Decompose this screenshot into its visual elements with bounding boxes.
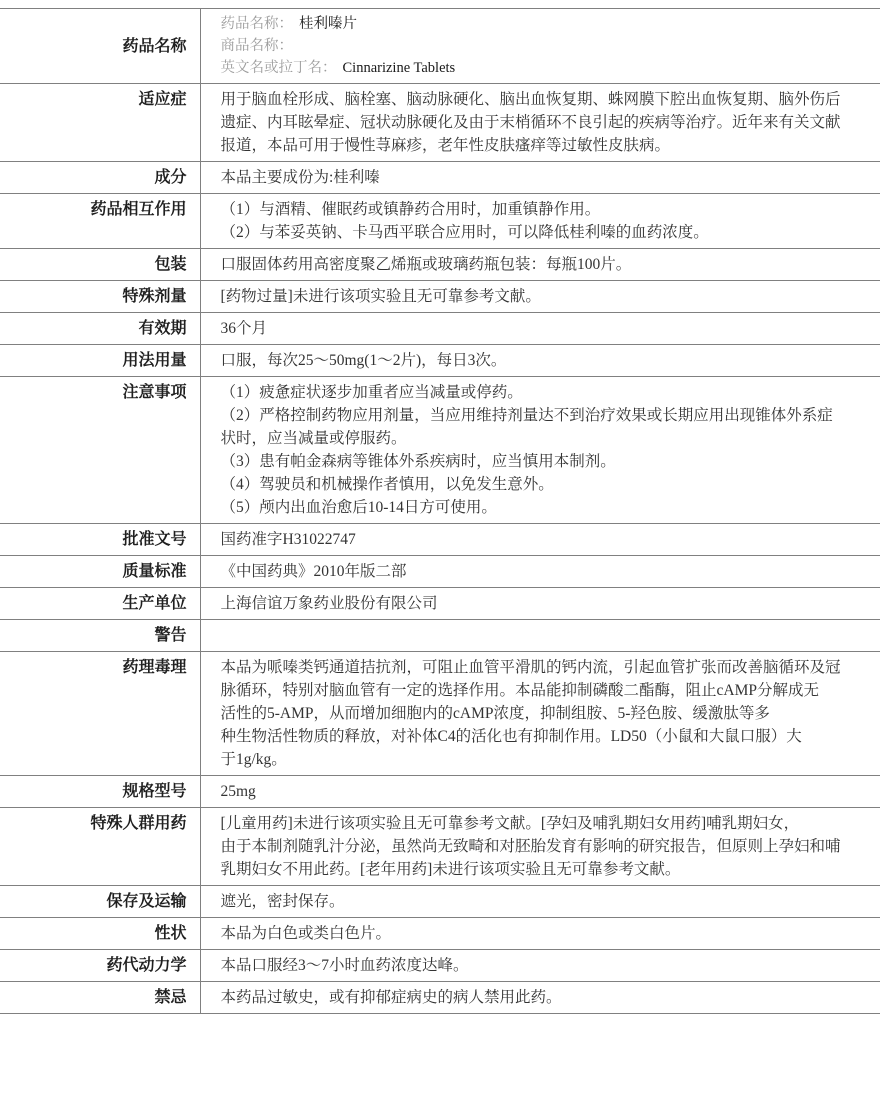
row-label: 药代动力学	[0, 950, 200, 982]
row-content	[200, 556, 880, 588]
name-field-line	[221, 35, 875, 57]
field-value: Cinnarizine Tablets	[342, 60, 456, 76]
content-line: 本品为白色或类白色片。	[220, 925, 392, 942]
content-line: 于1g/kg。	[220, 751, 287, 768]
content-line: （2）严格控制药物应用剂量，当应用维持剂量达不到治疗效果或长期应用出现锥体外系症	[220, 407, 833, 424]
content-line: （1）与酒精、催眠药或镇静药合用时，加重镇静作用。	[220, 201, 601, 218]
row-content	[200, 313, 880, 345]
row-label: 药品相互作用	[0, 194, 200, 249]
table-row	[0, 162, 880, 194]
content-line: 报道，本品可用于慢性荨麻疹，老年性皮肤瘙痒等过敏性皮肤病。	[220, 137, 671, 154]
row-content	[200, 162, 880, 194]
field-key: 英文名或拉丁名：	[220, 60, 337, 76]
row-label: 警告	[0, 620, 200, 652]
row-content	[200, 84, 880, 162]
content-line: 用于脑血栓形成、脑栓塞、脑动脉硬化、脑出血恢复期、蛛网膜下腔出血恢复期、脑外伤后	[220, 91, 841, 108]
table-row	[0, 249, 880, 281]
field-key: 商品名称：	[220, 38, 293, 54]
content-line: 遗症、内耳眩晕症、冠状动脉硬化及由于末梢循环不良引起的疾病等治疗。近年来有关文献	[220, 114, 841, 131]
row-content	[200, 194, 880, 249]
row-label: 批准文号	[0, 524, 200, 556]
table-row	[0, 808, 880, 886]
content-line: [药物过量]未进行该项实验且无可靠参考文献。	[220, 288, 541, 305]
table-row	[0, 313, 880, 345]
content-line: 《中国药典》2010年版二部	[220, 563, 407, 580]
content-line: 25mg	[220, 783, 256, 800]
table-row	[0, 524, 880, 556]
row-label: 用法用量	[0, 345, 200, 377]
content-line: 36个月	[220, 320, 268, 337]
content-line: 遮光，密封保存。	[220, 893, 345, 910]
row-label: 成分	[0, 162, 200, 194]
table-row	[0, 84, 880, 162]
drug-info-table-body	[0, 9, 880, 1014]
content-line: 活性的5-AMP，从而增加细胞内的cAMP浓度，抑制组胺、5-羟色胺、缓激肽等多	[220, 705, 770, 722]
content-line: 本品口服经3～7小时血药浓度达峰。	[220, 957, 469, 974]
content-line: （1）疲惫症状逐步加重者应当减量或停药。	[220, 384, 523, 401]
row-label: 药理毒理	[0, 652, 200, 776]
content-line: 国药准字H31022747	[220, 531, 356, 548]
content-line: （2）与苯妥英钠、卡马西平联合应用时，可以降低桂利嗪的血药浓度。	[220, 224, 709, 241]
row-label: 保存及运输	[0, 886, 200, 918]
content-line: （3）患有帕金森病等锥体外系疾病时，应当慎用本制剂。	[220, 453, 616, 470]
table-row	[0, 620, 880, 652]
table-row	[0, 345, 880, 377]
row-content	[200, 982, 880, 1014]
table-row	[0, 776, 880, 808]
name-field-line	[221, 13, 875, 35]
row-content	[200, 620, 880, 652]
content-line: 口服，每次25～50mg(1～2片)，每日3次。	[220, 352, 507, 369]
row-label: 规格型号	[0, 776, 200, 808]
row-content	[200, 776, 880, 808]
row-content	[200, 918, 880, 950]
content-line: 本品为哌嗪类钙通道拮抗剂，可阻止血管平滑肌的钙内流，引起血管扩张而改善脑循环及冠	[220, 659, 841, 676]
content-line: （5）颅内出血治愈后10-14日方可使用。	[220, 499, 497, 516]
row-content	[200, 652, 880, 776]
content-line: 本药品过敏史，或有抑郁症病史的病人禁用此药。	[220, 989, 562, 1006]
row-content	[200, 249, 880, 281]
row-content	[200, 9, 880, 84]
content-line: （4）驾驶员和机械操作者慎用，以免发生意外。	[220, 476, 554, 493]
content-line: 上海信谊万象药业股份有限公司	[220, 595, 438, 612]
table-row	[0, 886, 880, 918]
name-field-line	[221, 57, 875, 79]
table-row	[0, 918, 880, 950]
content-line: 状时，应当减量或停服药。	[220, 430, 407, 447]
row-label: 特殊人群用药	[0, 808, 200, 886]
row-content	[200, 524, 880, 556]
row-label: 适应症	[0, 84, 200, 162]
table-row	[0, 281, 880, 313]
content-line: 本品主要成份为:桂利嗪	[220, 169, 380, 186]
content-line: 种生物活性物质的释放，对补体C4的活化也有抑制作用。LD50（小鼠和大鼠口服）大	[220, 728, 802, 745]
table-row	[0, 982, 880, 1014]
row-content	[200, 588, 880, 620]
content-line: 口服固体药用高密度聚乙烯瓶或玻璃药瓶包装：每瓶100片。	[220, 256, 632, 273]
row-content	[200, 345, 880, 377]
table-row	[0, 588, 880, 620]
drug-info-table	[0, 8, 880, 1014]
row-content	[200, 281, 880, 313]
row-label: 药品名称	[0, 9, 200, 84]
row-label: 禁忌	[0, 982, 200, 1014]
row-label: 有效期	[0, 313, 200, 345]
table-row	[0, 194, 880, 249]
table-row	[0, 950, 880, 982]
table-row	[0, 377, 880, 524]
row-label: 生产单位	[0, 588, 200, 620]
row-label: 质量标准	[0, 556, 200, 588]
table-row	[0, 556, 880, 588]
field-key: 药品名称：	[220, 16, 293, 32]
row-content	[200, 886, 880, 918]
content-line: 脉循环，特别对脑血管有一定的选择作用。本品能抑制磷酸二酯酶，阻止cAMP分解成无	[220, 682, 819, 699]
table-row	[0, 9, 880, 84]
row-label: 包装	[0, 249, 200, 281]
row-content	[200, 808, 880, 886]
field-value: 桂利嗪片	[299, 16, 357, 32]
content-line: 由于本制剂随乳汁分泌，虽然尚无致畸和对胚胎发育有影响的研究报告，但原则上孕妇和哺	[220, 838, 841, 855]
row-label: 特殊剂量	[0, 281, 200, 313]
table-row	[0, 652, 880, 776]
row-label: 性状	[0, 918, 200, 950]
row-label: 注意事项	[0, 377, 200, 524]
content-line: [儿童用药]未进行该项实验且无可靠参考文献。[孕妇及哺乳期妇女用药]哺乳期妇女，	[220, 815, 800, 832]
content-line: 乳期妇女不用此药。[老年用药]未进行该项实验且无可靠参考文献。	[220, 861, 681, 878]
row-content	[200, 377, 880, 524]
row-content	[200, 950, 880, 982]
